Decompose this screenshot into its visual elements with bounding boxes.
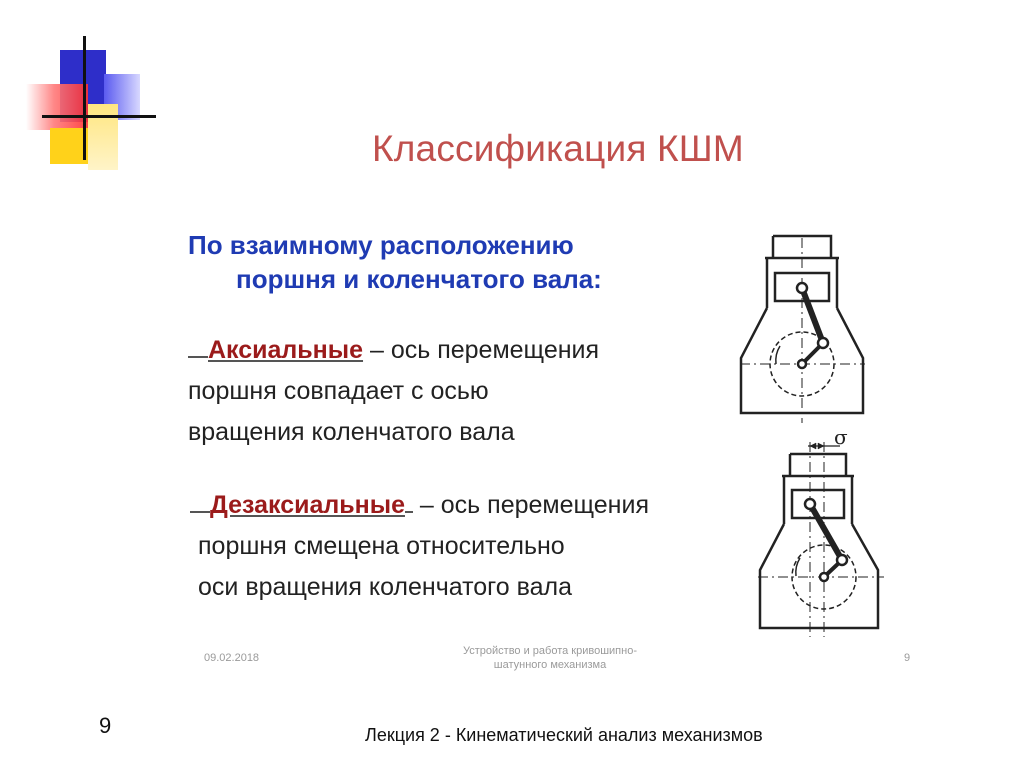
page-number: 9 — [99, 713, 112, 738]
footer-topic — [430, 644, 670, 672]
footer-topic-line-2: шатунного механизма — [493, 659, 607, 671]
axial-line-1 — [188, 330, 599, 371]
desaxial-term: Дезаксиальные — [210, 491, 405, 519]
deco-red-gradient — [26, 84, 88, 130]
desaxial-line-3: оси вращения коленчатого вала — [198, 573, 572, 601]
underline-trail — [405, 491, 413, 513]
axial-line-3: вращения коленчатого вала — [188, 418, 515, 446]
criterion-line-1: По взаимному расположению — [188, 230, 574, 260]
axial-line-1-rest: – ось перемещения — [363, 336, 600, 364]
classification-criterion — [188, 228, 602, 296]
axial-line-2: поршня совпадает с осью — [188, 377, 489, 405]
desaxial-line-2: поршня смещена относительно — [198, 532, 565, 560]
desaxial-line-1 — [190, 485, 649, 526]
offset-label: σ — [834, 432, 848, 449]
underline-lead — [190, 491, 210, 513]
deco-vertical-line — [83, 36, 86, 160]
desaxial-definition — [190, 485, 649, 608]
footer-date: 09.02.2018 — [204, 652, 260, 664]
deco-horizontal-line — [42, 115, 156, 118]
axial-term: Аксиальные — [208, 336, 364, 364]
criterion-line-2: поршня и коленчатого вала: — [236, 264, 602, 294]
desaxial-mechanism-diagram — [750, 432, 890, 642]
footer-page-number: 9 — [904, 652, 911, 664]
footer-topic-line-1: Устройство и работа кривошипно- — [463, 645, 637, 657]
slide-title: Классификация КШМ — [372, 128, 744, 169]
axial-definition — [188, 330, 599, 453]
underline-lead — [188, 336, 208, 358]
deco-yellow-gradient — [88, 104, 118, 170]
desaxial-line-1-rest: – ось перемещения — [412, 491, 649, 519]
axial-mechanism-diagram — [735, 228, 870, 428]
lecture-caption: Лекция 2 - Кинематический анализ механизмов — [365, 725, 763, 745]
